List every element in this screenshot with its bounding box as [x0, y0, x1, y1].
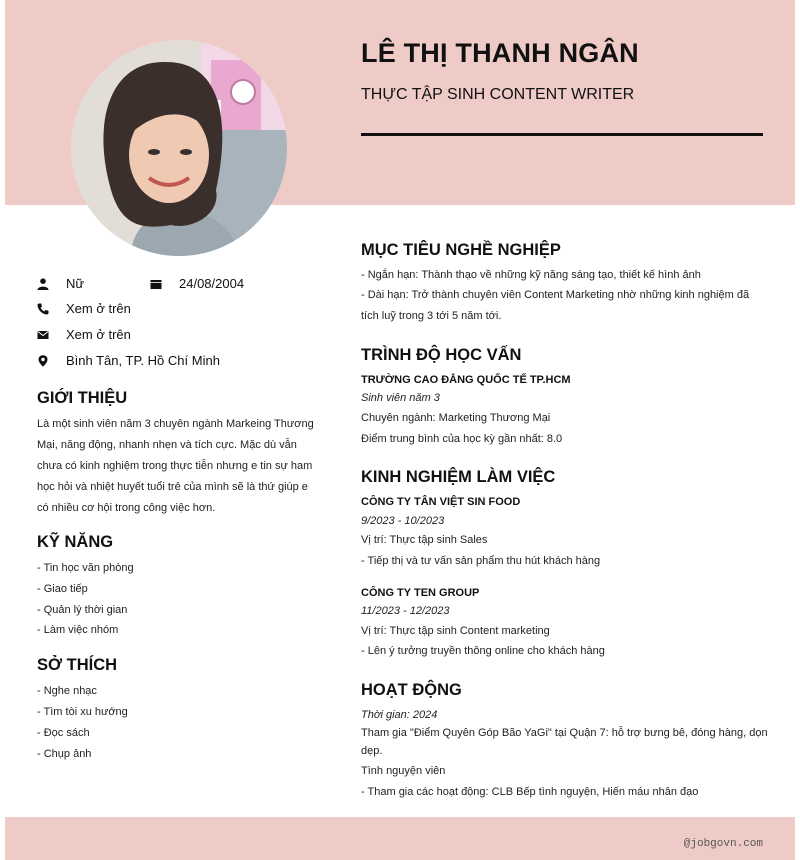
education-major: Chuyên ngành: Marketing Thương Mại	[361, 412, 551, 424]
phone-icon	[37, 303, 49, 315]
hobbies-heading: SỞ THÍCH	[37, 656, 118, 674]
intro-heading: GIỚI THIỆU	[37, 389, 128, 407]
skill-item: - Quản lý thời gian	[37, 604, 128, 616]
title-divider	[361, 133, 763, 136]
footer-band	[5, 817, 795, 860]
job-company: CÔNG TY TÂN VIỆT SIN FOOD	[361, 496, 521, 508]
gender-value: Nữ	[66, 276, 85, 291]
email-value: Xem ở trên	[66, 327, 131, 342]
skills-heading: KỸ NĂNG	[37, 533, 114, 551]
activity-desc: Tham gia "Điểm Quyên Góp Bão YaGi" tại Quận 7: hỗ trợ bưng bê, đóng hàng, dọn dẹp.	[361, 727, 768, 757]
job-position: Vị trí: Thực tập sinh Sales	[361, 534, 488, 546]
activity-role: Tình nguyện viên	[361, 765, 446, 777]
user-icon	[37, 278, 49, 290]
skill-item: - Giao tiếp	[37, 583, 88, 595]
skill-item: - Tin học văn phòng	[37, 562, 134, 574]
hobby-item: - Chụp ảnh	[37, 748, 92, 760]
address-value: Bình Tân, TP. Hồ Chí Minh	[66, 353, 220, 368]
activities-heading: HOẠT ĐỘNG	[361, 681, 462, 699]
gender-row	[37, 276, 84, 291]
education-school: TRƯỜNG CAO ĐẲNG QUỐC TẾ TP.HCM	[361, 374, 571, 386]
job-title: THỰC TẬP SINH CONTENT WRITER	[361, 86, 635, 103]
hobby-item: - Tìm tòi xu hướng	[37, 706, 128, 718]
dob-value: 24/08/2004	[179, 276, 245, 291]
activity-time: Thời gian: 2024	[361, 709, 438, 721]
address-row	[37, 353, 220, 368]
candidate-name: LÊ THỊ THANH NGÂN	[361, 38, 639, 68]
job-company: CÔNG TY TEN GROUP	[361, 587, 480, 599]
activity-more: - Tham gia các hoạt động: CLB Bếp tình nguyện, Hiến máu nhân đạo	[361, 786, 699, 798]
education-year: Sinh viên năm 3	[361, 392, 440, 404]
job-period: 9/2023 - 10/2023	[361, 515, 445, 527]
dob-row	[150, 276, 244, 291]
objective-heading: MỤC TIÊU NGHỀ NGHIỆP	[361, 241, 561, 259]
job-period: 11/2023 - 12/2023	[361, 605, 450, 617]
objective-long: - Dài hạn: Trở thành chuyên viên Content Marketing nhờ những kinh nghiệm đã tích luỹ trong 3 tới 5 năm tới.	[361, 289, 750, 322]
job-task: - Lên ý tưởng truyền thông online cho khách hàng	[361, 645, 605, 657]
mail-icon	[37, 329, 49, 341]
profile-photo	[71, 40, 287, 256]
skill-item: - Làm việc nhóm	[37, 624, 119, 636]
phone-row	[37, 301, 131, 316]
intro-text: Là một sinh viên năm 3 chuyên ngành Markeing Thương Mại, năng động, nhanh nhẹn và tích cực. Mặc dù vẫn chưa có kinh nghiệm trong thực tiễn nhưng e tin sự ham học hỏi và nhiệt huyết tuổi trẻ của mình sẽ là thứ giúp e có nhiều cơ hội trong công việc hơn.	[37, 418, 314, 514]
hobby-item: - Nghe nhạc	[37, 685, 97, 697]
email-row	[37, 327, 131, 342]
experience-heading: KINH NGHIỆM LÀM VIỆC	[361, 468, 556, 486]
education-gpa: Điểm trung bình của học kỳ gần nhất: 8.0	[361, 433, 563, 445]
job-position: Vị trí: Thực tập sinh Content marketing	[361, 625, 550, 637]
location-pin-icon	[37, 355, 49, 367]
hobby-item: - Đọc sách	[37, 727, 90, 739]
footer-watermark: @jobgovn.com	[683, 838, 763, 850]
education-heading: TRÌNH ĐỘ HỌC VẤN	[361, 346, 522, 364]
phone-value: Xem ở trên	[66, 301, 131, 316]
calendar-icon	[150, 278, 162, 290]
job-task: - Tiếp thị và tư vấn sản phẩm thu hút khách hàng	[361, 555, 601, 567]
objective-short: - Ngắn hạn: Thành thạo về những kỹ năng sáng tạo, thiết kế hình ảnh	[361, 269, 701, 281]
